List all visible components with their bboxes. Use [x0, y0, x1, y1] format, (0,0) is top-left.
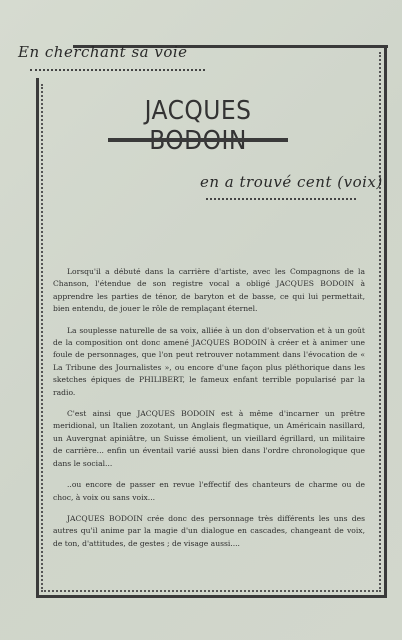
- kicker-underline: [30, 69, 205, 71]
- body-paragraph-1: Lorsqu'il a débuté dans la carrière d'artiste, avec les Compagnons de la Chanson, l'étendue de son registre vocal a obligé JACQUES BODOIN à apprendre les parties de ténor, de baryton et de basse, ce qui lui permettait, bien entendu, de jouer le rôle de remplaçant éternel.: [53, 267, 365, 314]
- body-paragraph-5: JACQUES BODOIN crée donc des personnage très différents les uns des autres qu'il anime par la magie d'un dialogue en cascades, changeant de voix, de ton, d'attitudes, de gestes ; de visage aussi....: [53, 513, 365, 548]
- body-paragraph-4: ..ou encore de passer en revue l'effectif des chanteurs de charme ou de choc, à voix ou sans voix...: [53, 480, 365, 502]
- frame-bottom-dotted-line: [41, 590, 381, 592]
- article-body: [53, 266, 365, 559]
- page-title: JACQUES: [144, 96, 252, 126]
- frame-right-dotted-line: [379, 52, 381, 592]
- frame-bottom-border: [36, 595, 387, 598]
- frame-left-border: [36, 78, 39, 598]
- body-paragraph-3: C'est ainsi que JACQUES BODOIN est à même d'incarner un prêtre meridional, un Italien zozotant, un Anglais flegmatique, un Américain nasillard, un Auvergnat apiniâtre, un Suisse émolient, un vieillard égrillard, un militaire de carrière... enfin un éventail varié aussi bien dans l'ordre chronologique que dans le social...: [53, 409, 365, 468]
- subtitle-underline: [206, 198, 356, 200]
- subtitle-heading: en a trouvé cent (voix): [200, 173, 383, 191]
- frame-left-dotted-line: [41, 84, 43, 592]
- frame-right-border: [384, 45, 387, 598]
- body-paragraph-2: La souplesse naturelle de sa voix, alliée à un don d'observation et à un goût de la composition ont donc amené JACQUES BODOIN à créer et à animer une foule de personnages, que l'on peut retrouver notamment dans l'évocation de « La Tribune des Journalistes », ou encore d'une façon plus pléthorique dans les sketches épiques de PHILIBERT, le fameux enfant terrible popularisé par la radio.: [53, 325, 365, 397]
- title-underline: [108, 138, 288, 142]
- kicker-heading: En cherchant sa voie: [18, 43, 188, 61]
